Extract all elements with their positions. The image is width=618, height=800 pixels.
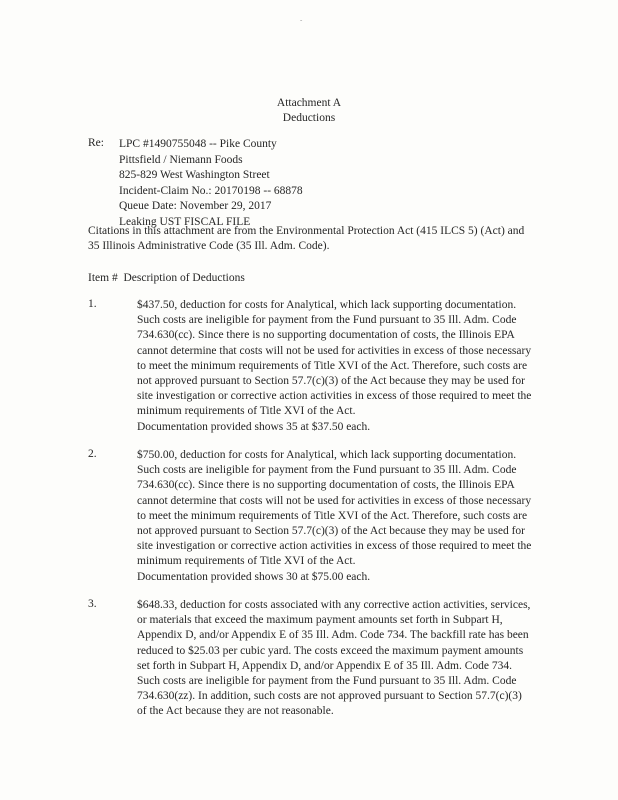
- item-line: or materials that exceed the maximum payment amounts set forth in Subpart H,: [137, 614, 503, 627]
- item-number: 3.: [88, 598, 97, 610]
- item-line: not approved pursuant to Section 57.7(c)(3) of the Act because they may be used for: [137, 375, 526, 388]
- page-mark: -: [300, 16, 303, 24]
- attachment-title: Attachment A: [276, 97, 342, 109]
- item-line: $750.00, deduction for costs for Analytical, which lack supporting documentation.: [137, 449, 517, 461]
- item-line: Such costs are ineligible for payment from the Fund pursuant to 35 Ill. Adm. Code: [137, 675, 517, 688]
- item-line: 734.630(cc). Since there is no supporting documentation of costs, the Illinois EPA: [137, 479, 515, 492]
- item-line: site investigation or corrective action activities in excess of those required to meet the: [137, 540, 532, 553]
- re-line: Incident-Claim No.: 20170198 -- 68878: [119, 184, 303, 197]
- item-line: $437.50, deduction for costs for Analytical, which lack supporting documentation.: [137, 299, 517, 311]
- item-line: minimum requirements of Title XVI of the Act.: [137, 555, 356, 568]
- item-line: to meet the minimum requirements of Title XVI of the Act. Therefore, such costs are: [137, 359, 528, 372]
- item-description: [137, 598, 537, 720]
- re-line: 825-829 West Washington Street: [119, 169, 270, 181]
- item-line: to meet the minimum requirements of Title XVI of the Act. Therefore, such costs are: [137, 509, 528, 522]
- item-line: 734.630(zz). In addition, such costs are not approved pursuant to Section 57.7(c)(3): [137, 690, 522, 703]
- item-description: [137, 448, 537, 570]
- item-line: not approved pursuant to Section 57.7(c)(3) of the Act because they may be used for: [137, 525, 526, 538]
- item-line: cannot determine that costs will not be used for activities in excess of those necessary: [137, 344, 532, 357]
- item-header: Item # Description of Deductions: [88, 272, 245, 284]
- item-line: 734.630(cc). Since there is no supporting documentation of costs, the Illinois EPA: [137, 329, 515, 342]
- item-line: of the Act because they are not reasonable.: [137, 705, 334, 718]
- item-line: set forth in Subpart H, Appendix D, and/or Appendix E of 35 Ill. Adm. Code 734.: [137, 659, 512, 672]
- attachment-heading: [0, 96, 618, 126]
- citation-line: Citations in this attachment are from the Environmental Protection Act (415 ILCS 5) (Act) and: [88, 225, 525, 237]
- re-line: Queue Date: November 29, 2017: [119, 200, 272, 212]
- item-number: 1.: [88, 298, 97, 310]
- item-line: $648.33, deduction for costs associated with any corrective action activities, services,: [137, 599, 531, 611]
- re-line: Leaking UST FISCAL FILE: [119, 215, 251, 228]
- item-number: 2.: [88, 448, 97, 460]
- item-line: minimum requirements of Title XVI of the Act.: [137, 405, 356, 418]
- item-line: site investigation or corrective action activities in excess of those required to meet the: [137, 390, 532, 403]
- re-block: [119, 137, 303, 230]
- item-line: Appendix D, and/or Appendix E of 35 Ill. Adm. Code 734. The backfill rate has been: [137, 629, 529, 642]
- citation-paragraph: [88, 224, 538, 254]
- item-line: Such costs are ineligible for payment from the Fund pursuant to 35 Ill. Adm. Code: [137, 464, 517, 477]
- item-line: reduced to $25.03 per cubic yard. The costs exceed the maximum payment amounts: [137, 644, 524, 657]
- item-documentation: Documentation provided shows 35 at $37.50 each.: [137, 421, 371, 433]
- item-description: [137, 298, 537, 420]
- re-line: LPC #1490755048 -- Pike County: [119, 138, 277, 150]
- re-label: Re:: [88, 137, 104, 149]
- citation-line: 35 Illinois Administrative Code (35 Ill. Adm. Code).: [88, 240, 330, 252]
- re-line: Pittsfield / Niemann Foods: [119, 153, 243, 166]
- item-line: Such costs are ineligible for payment from the Fund pursuant to 35 Ill. Adm. Code: [137, 314, 517, 327]
- item-line: cannot determine that costs will not be used for activities in excess of those necessary: [137, 494, 532, 507]
- attachment-subtitle: Deductions: [282, 112, 336, 124]
- item-documentation: Documentation provided shows 30 at $75.00 each.: [137, 571, 371, 583]
